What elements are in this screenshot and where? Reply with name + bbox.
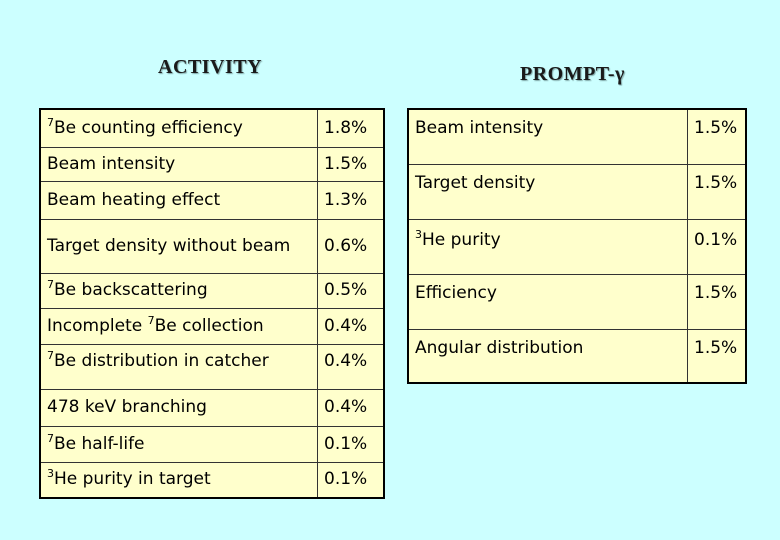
row-value: 0.6% bbox=[318, 219, 385, 273]
row-label: Target density bbox=[408, 164, 688, 219]
row-label: $^3$He purity bbox=[408, 219, 688, 274]
table-row bbox=[40, 109, 384, 147]
row-value: 0.4% bbox=[318, 389, 385, 426]
row-label: Beam heating effect bbox=[40, 181, 318, 219]
row-label: Target density without beam bbox=[40, 219, 318, 273]
row-label: $^7$Be counting efficiency bbox=[40, 109, 318, 147]
row-value: 0.5% bbox=[318, 273, 385, 308]
row-label: Angular distribution bbox=[408, 329, 688, 383]
row-label: $^7$Be distribution in catcher bbox=[40, 344, 318, 389]
row-label: Beam intensity bbox=[408, 109, 688, 164]
row-label: Efficiency bbox=[408, 274, 688, 329]
row-value: 1.5% bbox=[318, 147, 385, 181]
activity-uncertainty-table bbox=[39, 108, 385, 499]
row-value: 0.1% bbox=[688, 219, 747, 274]
row-value: 1.5% bbox=[688, 329, 747, 383]
row-value: 0.4% bbox=[318, 308, 385, 344]
row-value: 0.4% bbox=[318, 344, 385, 389]
table-row bbox=[40, 389, 384, 426]
row-label: $^3$He purity in target bbox=[40, 462, 318, 498]
row-value: 1.3% bbox=[318, 181, 385, 219]
table-row bbox=[40, 426, 384, 462]
prompt-gamma-heading: PROMPT-γ bbox=[520, 63, 625, 85]
row-label: Beam intensity bbox=[40, 147, 318, 181]
table-row bbox=[408, 109, 746, 164]
table-row bbox=[40, 344, 384, 389]
table-row bbox=[40, 462, 384, 498]
row-value: 1.5% bbox=[688, 164, 747, 219]
table-row bbox=[40, 273, 384, 308]
table-row bbox=[40, 308, 384, 344]
row-label: Incomplete $^7$Be collection bbox=[40, 308, 318, 344]
row-value: 0.1% bbox=[318, 462, 385, 498]
table-row bbox=[40, 181, 384, 219]
table-row bbox=[408, 329, 746, 383]
row-value: 1.5% bbox=[688, 109, 747, 164]
table-row bbox=[408, 219, 746, 274]
table-row bbox=[40, 219, 384, 273]
row-value: 1.8% bbox=[318, 109, 385, 147]
table-row bbox=[408, 274, 746, 329]
table-row bbox=[408, 164, 746, 219]
table-row bbox=[40, 147, 384, 181]
row-value: 1.5% bbox=[688, 274, 747, 329]
row-value: 0.1% bbox=[318, 426, 385, 462]
activity-heading: ACTIVITY bbox=[158, 56, 263, 78]
row-label: 478 keV branching bbox=[40, 389, 318, 426]
prompt-gamma-uncertainty-table bbox=[407, 108, 747, 384]
row-label: $^7$Be half-life bbox=[40, 426, 318, 462]
row-label: $^7$Be backscattering bbox=[40, 273, 318, 308]
